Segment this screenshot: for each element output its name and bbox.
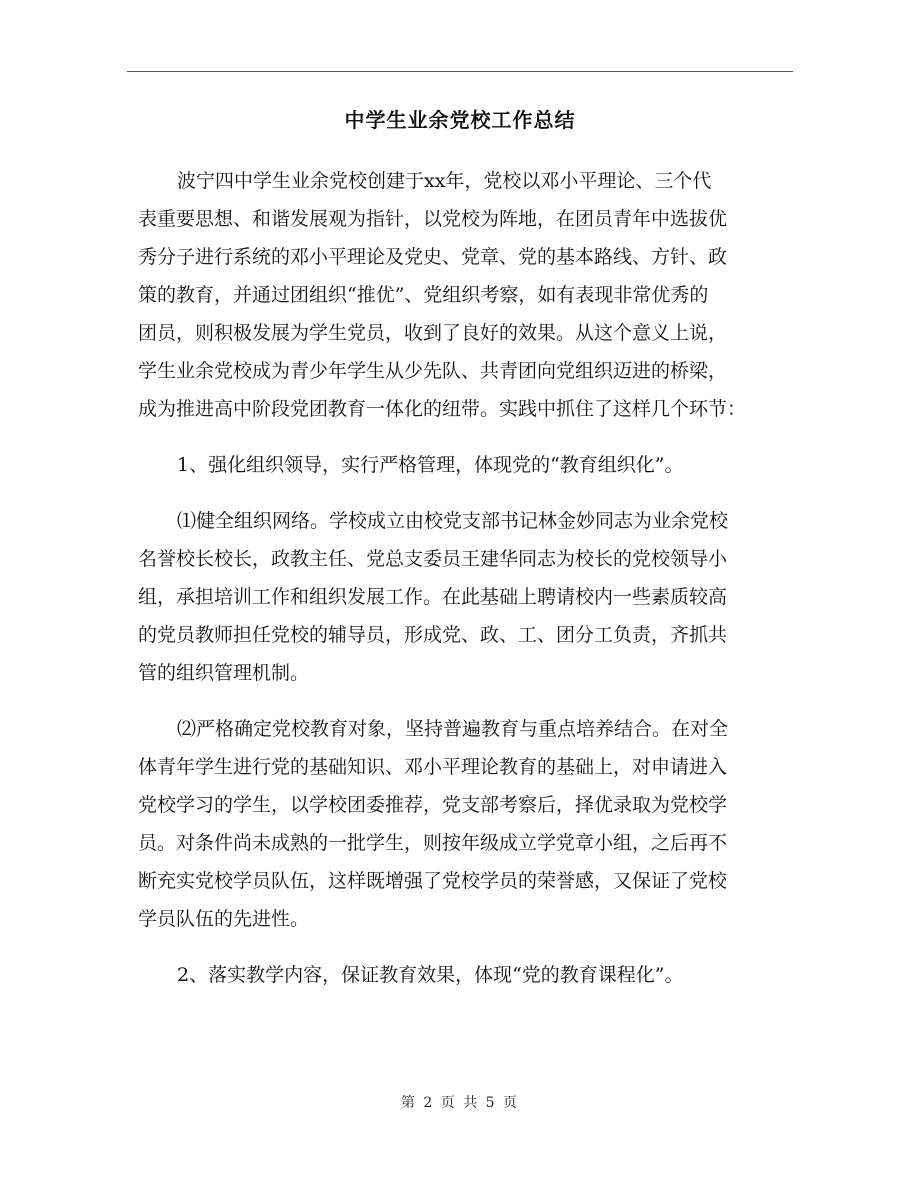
text-line: 秀分子进行系统的邓小平理论及党史、党章、党的基本路线、方针、政 (138, 246, 728, 268)
text-line: 管的组织管理机制。 (138, 662, 310, 684)
section-heading-1 (138, 446, 798, 484)
text-line: 团员，则积极发展为学生党员，收到了良好的效果。从这个意义上说， (138, 322, 728, 344)
text-line: 学员队伍的先进性。 (138, 908, 310, 930)
text-line: 1、强化组织领导，实行严格管理，体现党的“教育组织化”。 (177, 454, 684, 476)
paragraph-intro (138, 162, 798, 428)
text-line: 断充实党校学员队伍，这样既增强了党校学员的荣誉感，又保证了党校 (138, 870, 728, 892)
text-line: 波宁四中学生业余党校创建于xx年，党校以邓小平理论、三个代 (177, 170, 712, 192)
section-heading-2 (138, 956, 798, 994)
paragraph-education-targets (138, 710, 798, 938)
text-line: 党校学习的学生，以学校团委推荐，党支部考察后，择优录取为党校学 (138, 794, 728, 816)
document-body (138, 162, 798, 1012)
text-line: 表重要思想、和谐发展观为指针，以党校为阵地，在团员青年中选拔优 (138, 208, 728, 230)
header-rule (127, 71, 793, 72)
text-line: 体青年学生进行党的基础知识、邓小平理论教育的基础上，对申请进入 (138, 756, 728, 778)
text-line: 成为推进高中阶段党团教育一体化的纽带。实践中抓住了这样几个环节： (138, 398, 747, 420)
text-line: ⑵严格确定党校教育对象，坚持普遍教育与重点培养结合。在对全 (177, 718, 729, 740)
document-title: 中学生业余党校工作总结 (344, 108, 576, 132)
text-line: 组，承担培训工作和组织发展工作。在此基础上聘请校内一些素质较高 (138, 586, 728, 608)
text-line: 策的教育，并通过团组织“推优”、党组织考察，如有表现非常优秀的 (138, 284, 709, 306)
text-line: 学生业余党校成为青少年学生从少先队、共青团向党组织迈进的桥梁， (138, 360, 728, 382)
paragraph-organization-network (138, 502, 798, 692)
text-line: 2、落实教学内容，保证教育效果，体现“党的教育课程化”。 (177, 964, 684, 986)
text-line: 名誉校长校长，政教主任、党总支委员王建华同志为校长的党校领导小 (138, 548, 728, 570)
text-line: 员。对条件尚未成熟的一批学生，则按年级成立学党章小组，之后再不 (138, 832, 728, 854)
page-number-footer: 第 2 页 共 5 页 (400, 1095, 520, 1111)
text-line: 的党员教师担任党校的辅导员，形成党、政、工、团分工负责，齐抓共 (138, 624, 728, 646)
text-line: ⑴健全组织网络。学校成立由校党支部书记林金妙同志为业余党校 (177, 510, 729, 532)
